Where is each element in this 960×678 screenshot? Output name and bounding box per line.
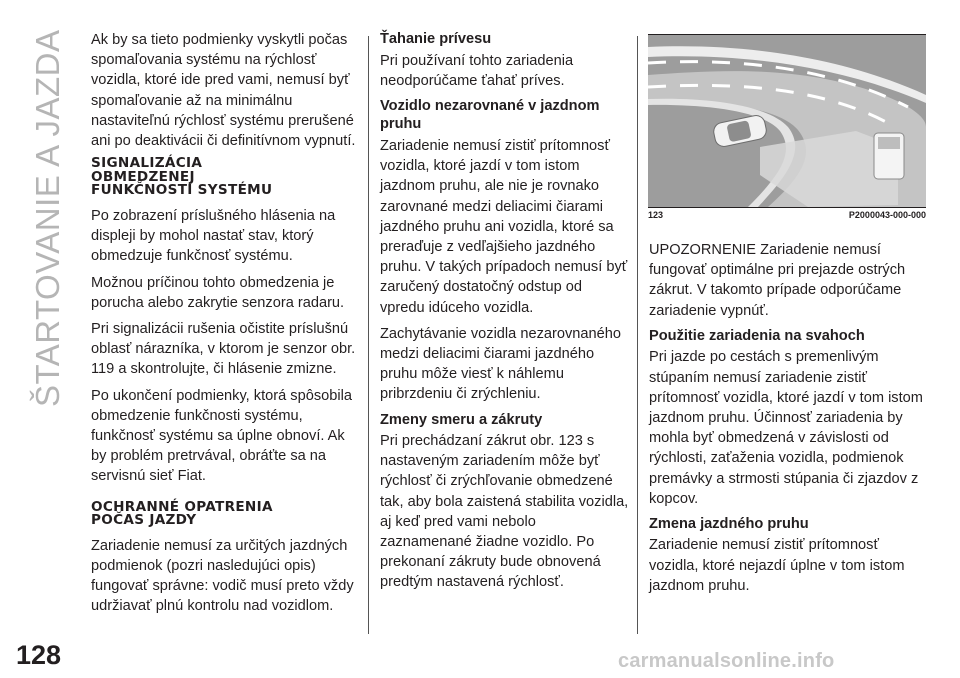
figure-curve-illustration: [648, 34, 926, 208]
paragraph: Pri prechádzaní zákrut obr. 123 s nastaveným zariadením môže byť rýchlosť či zrýchľovanie obmedzené tak, aby bola zaistená stabilita vozidla, aj keď pred vami nebolo zaznamenané žiadne vozidlo. Po prekonaní zákruty bude obnovená predtým nastavená rýchlosť.: [380, 433, 629, 591]
paragraph: Zariadenie nemusí zistiť prítomnosť vozidla, ktoré nejazdí úplne v tom istom jazdnom pruhu.: [649, 537, 905, 594]
paragraph: Zariadenie nemusí za určitých jazdných podmienok (pozri nasledujúci opis) fungovať správne: vodič musí preto vždy udržiavať plnú kontrolu nad vozidlom.: [91, 537, 354, 615]
figure-code: P2000043-000-000: [848, 210, 926, 220]
paragraph: Po zobrazení príslušného hlásenia na displeji by mohol nastať stav, ktorý obmedzuje funkčnosť systému.: [91, 208, 336, 265]
column-divider-right: [637, 36, 638, 634]
paragraph: Zariadenie nemusí zistiť prítomnosť vozidla, ktoré jazdí v tom istom jazdnom pruhu, ale nie je rovnako zarovnané medzi deliacimi čiarami jazdného pruhu ani vozidla, ktoré sa preraďuje z vedľajšieho jazdného pruhu. V takých prípadoch nemusí byť zaručený dostatočný odstup od vpredu idúceho vozidla.: [380, 137, 628, 316]
heading-precautions: [91, 498, 361, 529]
paragraph: Možnou príčinou tohto obmedzenia je porucha alebo zakrytie senzora radaru.: [91, 274, 345, 311]
paragraph: Zachytávanie vozidla nezarovnaného medzi deliacimi čiarami jazdného pruhu môže viesť k náhlemu pribrzdeniu či zrýchleniu.: [380, 325, 621, 403]
figure-caption: [648, 210, 926, 220]
curve-road-illustration: [648, 35, 926, 207]
watermark: carmanualsonline.info: [618, 650, 835, 672]
heading-line: OCHRANNÉ OPATRENIA: [91, 498, 273, 515]
page-number: 128: [16, 640, 62, 670]
column-3: [649, 240, 931, 602]
paragraph: UPOZORNENIE Zariadenie nemusí fungovať optimálne pri prejazde ostrých zákrut. V takomto prípade odporúčame zariadenie vypnúť.: [649, 242, 906, 319]
figure-number: 123: [648, 210, 664, 220]
heading-line: OBMEDZENEJ: [91, 168, 195, 185]
heading-line: FUNKČNOSTI SYSTÉMU: [91, 182, 273, 199]
section-title: ŠTARTOVANIE A JAZDA: [29, 29, 66, 407]
paragraph: Pri jazde po cestách s premenlivým stúpaním nemusí zariadenie zistiť prítomnosť vozidla, ktoré jazdí v tom istom jazdnom pruhu. Účinnosť zariadenia by mohla byť obmedzená v závislosti od rýchlosti, zaťaženia vozidla, podmienok premávky a strmosti stúpania či zjazdov z kopcov.: [649, 349, 923, 507]
column-divider-left: [368, 36, 369, 634]
paragraph: Po ukončení podmienky, ktorá spôsobila obmedzenie funkčnosti systému, funkčnosť systému sa úplne obnoví. Ak by problém pretrvával, obráťte sa na servisnú sieť Fiat.: [91, 387, 352, 485]
paragraph: Pri signalizácii rušenia očistite príslušnú oblasť nárazníka, v ktorom je senzor obr. 119 a skontrolujte, či hlásenie zmizne.: [91, 321, 356, 378]
heading-line: POČAS JAZDY: [91, 512, 197, 529]
paragraph: Pri používaní tohto zariadenia neodporúčame ťahať príves.: [380, 52, 574, 89]
heading-line: SIGNALIZÁCIA: [91, 155, 203, 172]
heading-curves: Zmeny smeru a zákruty: [380, 411, 543, 428]
heading-trailer: Ťahanie prívesu: [380, 31, 492, 47]
column-1: [91, 30, 361, 623]
column-2: [380, 30, 630, 599]
heading-lane-change: Zmena jazdného pruhu: [649, 515, 809, 532]
paragraph: Ak by sa tieto podmienky vyskytli počas spomaľovania systému na rýchlosť vozidla, ktoré ide pred vami, nemusí byť spomaľovanie až na minimálnu nastaviteľnú rýchlosť systému prerušené ani po deaktivácii či definitívnom vypnutí.: [91, 32, 356, 150]
heading-slopes: Použitie zariadenia na svahoch: [649, 327, 865, 344]
heading-system-limits: [91, 157, 361, 198]
heading-misaligned-vehicle: Vozidlo nezarovnané v jazdnom pruhu: [380, 97, 600, 133]
